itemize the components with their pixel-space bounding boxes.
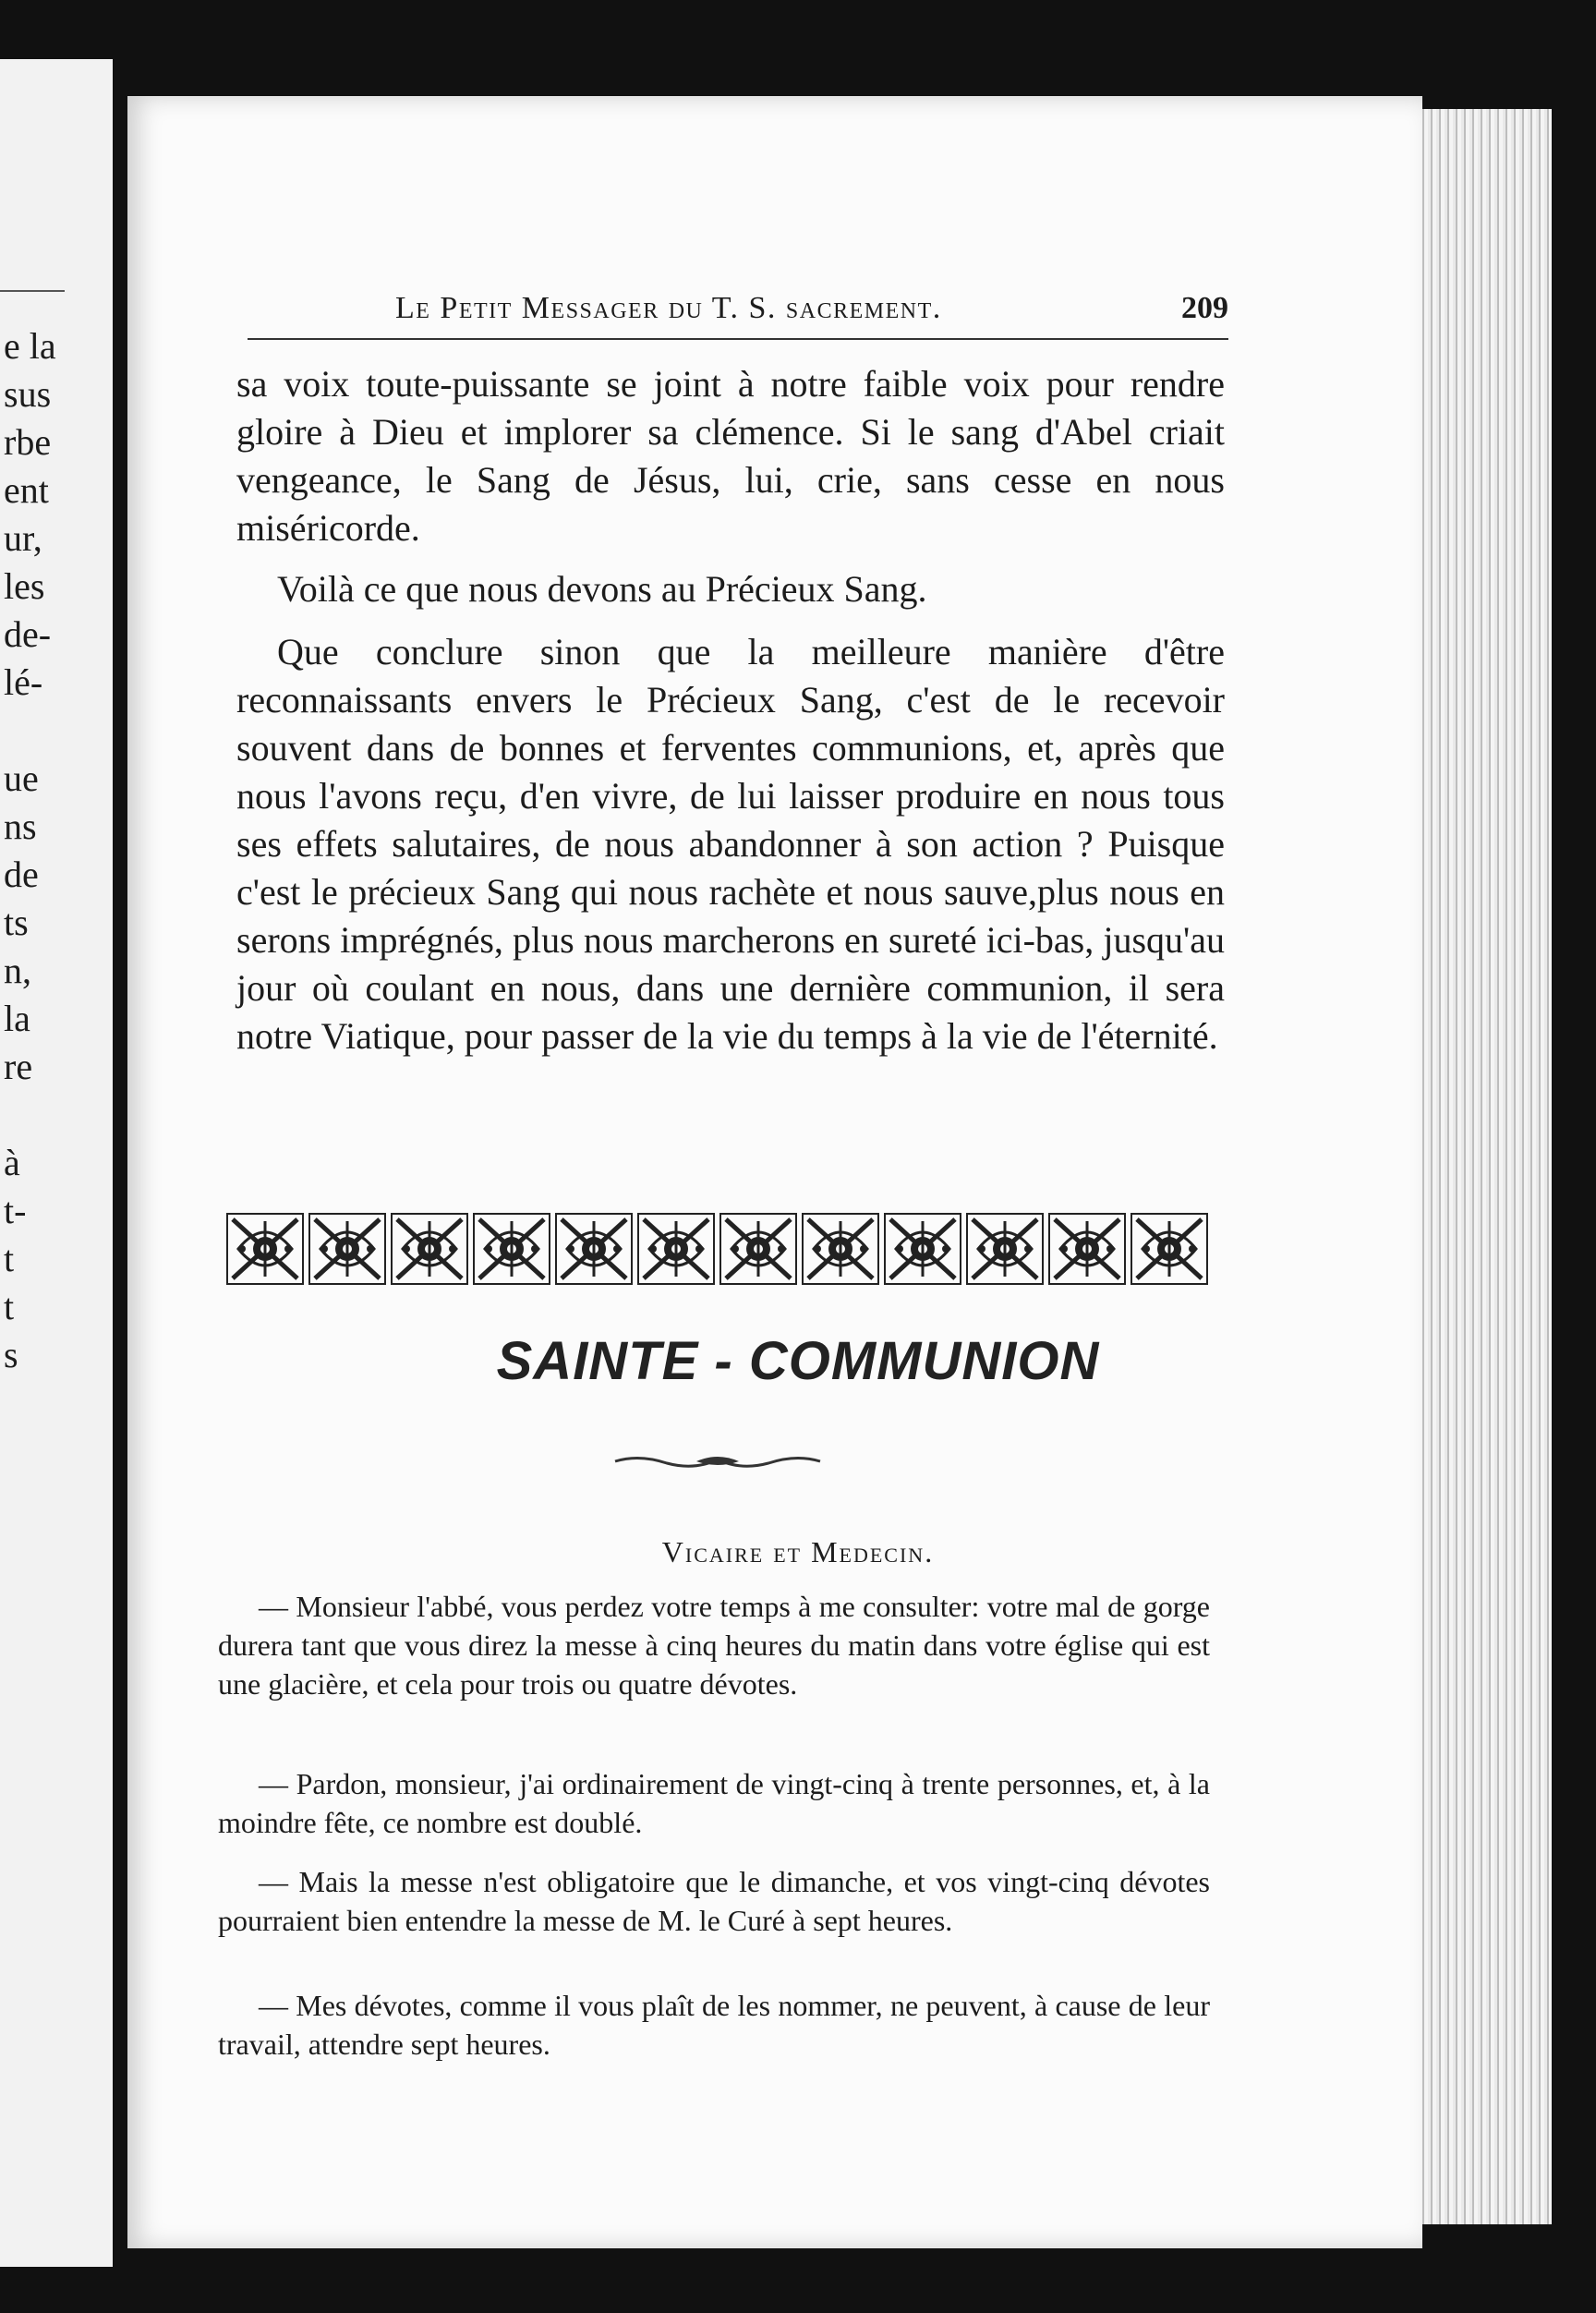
ornament-tile (967, 1214, 1043, 1284)
previous-page-fragment: ent (4, 469, 49, 511)
dialogue-paragraph (218, 1986, 1210, 2064)
ornament-tile (309, 1214, 385, 1284)
paragraph (236, 628, 1225, 1060)
previous-page-rule (0, 290, 65, 292)
header-rule (248, 338, 1228, 340)
previous-page-fragment: e la (4, 325, 56, 367)
ornament-tile (1131, 1214, 1207, 1284)
ornament-tile (1049, 1214, 1125, 1284)
previous-page-fragment: re (4, 1046, 33, 1087)
previous-page-fragment: ns (4, 805, 37, 847)
previous-page-fragment: de- (4, 613, 52, 655)
dialogue-text: — Pardon, monsieur, j'ai ordinairement de vingt-cinq à trente personnes, et, à la moindre fête, ce nombre est doublé. (218, 1767, 1210, 1839)
ornament-svg (225, 1208, 1215, 1290)
dialogue-text: — Mes dévotes, comme il vous plaît de les nommer, ne peuvent, à cause de leur travail, attendre sept heures. (218, 1989, 1210, 2061)
page-number: 209 (1181, 291, 1228, 325)
previous-page-fragment: lé- (4, 661, 43, 703)
dialogue-text: — Mais la messe n'est obligatoire que le dimanche, et vos vingt-cinq dévotes pourraient bien entendre la messe de M. le Curé à sept heures. (218, 1865, 1210, 1937)
previous-page-fragment: sus (4, 373, 52, 415)
previous-page-edge (0, 59, 113, 2267)
paragraph (236, 360, 1225, 552)
page-edges (1411, 109, 1552, 2224)
previous-page-fragment: s (4, 1334, 18, 1375)
previous-page-fragment: t (4, 1238, 15, 1279)
previous-page-fragment: t- (4, 1190, 27, 1231)
ornament-tile (227, 1214, 303, 1284)
previous-page-fragment: t (4, 1286, 15, 1327)
previous-page-fragment: n, (4, 950, 31, 991)
previous-page-fragment: ur, (4, 517, 42, 559)
ornament-tile (803, 1214, 878, 1284)
previous-page-fragment: à (4, 1142, 20, 1183)
dialogue-paragraph (218, 1862, 1210, 1940)
section-title: SAINTE - COMMUNION (496, 1331, 1100, 1391)
ornament-tile (720, 1214, 796, 1284)
dialogue-paragraph (218, 1587, 1210, 1703)
dialogue-paragraph (218, 1764, 1210, 1842)
previous-page-fragment: les (4, 565, 45, 607)
previous-page-fragment: ue (4, 757, 39, 799)
running-title: Le Petit Messager du T. S. sacrement. (395, 291, 942, 325)
dialogue-text: — Monsieur l'abbé, vous perdez votre temps à me consulter: votre mal de gorge durera tant que vous direz la messe à cinq heures du matin dans votre église qui est une glacière, et cela pour trois ou quatre dévotes. (218, 1590, 1210, 1701)
previous-page-fragment: ts (4, 902, 29, 943)
ornament-tile (556, 1214, 632, 1284)
running-head (268, 291, 1228, 333)
ornament-tile (392, 1214, 467, 1284)
paragraph-text: Voilà ce que nous devons au Précieux Sang. (277, 568, 927, 610)
ornament-tile (885, 1214, 961, 1284)
paragraph-text: Que conclure sinon que la meilleure manière d'être reconnaissants envers le Précieux Sang, c'est de le recevoir souvent dans de bonnes et ferventes communions, et, après que nous l'avons reçu, d'en vivre, de lui laisser produire en nous tous ses effets salutaires, de nous abandonner à son action ? Puisque c'est le précieux Sang qui nous rachète et nous sauve,plus nous en serons imprégnés, plus nous marcherons en sureté ici-bas, jusqu'au jour où coulant en nous, dans une dernière communion, il sera notre Viatique, pour passer de la vie du temps à la vie de l'éternité. (236, 631, 1225, 1057)
flourish-divider (611, 1450, 824, 1472)
flourish-svg (611, 1450, 824, 1472)
paragraph-text: sa voix toute-puissante se joint à notre faible voix pour rendre gloire à Dieu et implorer sa clémence. Si le sang d'Abel criait vengeance, le Sang de Jésus, lui, crie, sans cesse en nous miséricorde. (236, 363, 1225, 549)
previous-page-fragment: la (4, 998, 30, 1039)
ornament-tile (638, 1214, 714, 1284)
previous-page-fragment: de (4, 854, 39, 895)
paragraph (236, 565, 1225, 613)
ornament-tile (474, 1214, 550, 1284)
ornament-band (225, 1208, 1215, 1290)
previous-page-fragment: rbe (4, 421, 52, 463)
article-subtitle: Vicaire et Medecin. (661, 1535, 935, 1568)
